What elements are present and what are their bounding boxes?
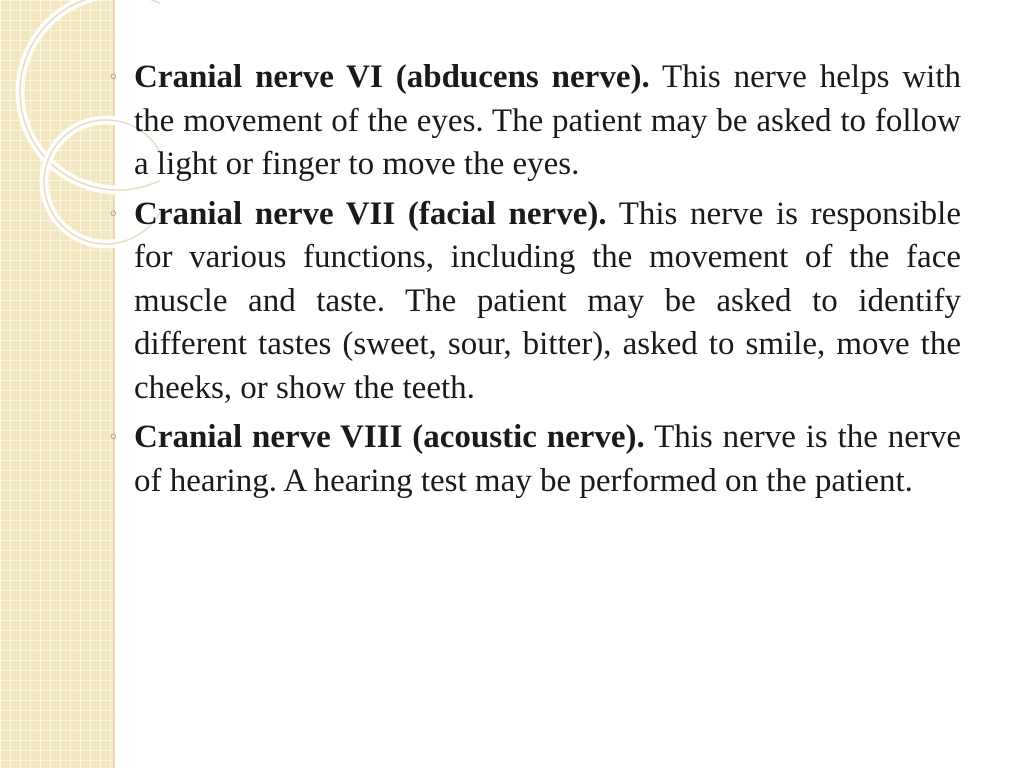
slide-content bbox=[108, 56, 962, 509]
nerve-description: This nerve helps with the movement of the eyes. The patient may be asked to follow a light or finger to move the eyes. bbox=[134, 59, 962, 182]
nerve-description: This nerve is the nerve of hearing. A hearing test may be performed on the patient. bbox=[134, 419, 962, 499]
nerve-term: Cranial nerve VIII (acoustic nerve). bbox=[134, 419, 645, 455]
nerve-term: Cranial nerve VI (abducens nerve). bbox=[134, 59, 650, 95]
list-item bbox=[108, 193, 961, 411]
circle-bullet-icon: ◦ bbox=[108, 67, 119, 88]
list-item bbox=[108, 56, 962, 187]
circle-bullet-icon: ◦ bbox=[108, 427, 119, 448]
list-item bbox=[108, 416, 962, 503]
nerve-term: Cranial nerve VII (facial nerve). bbox=[134, 195, 607, 232]
nerve-description: This nerve is responsible for various functions, including the movement of the face muscle and taste. The patient may be asked to identify different tastes (sweet, sour, bitter), asked to smile, move the cheeks, or show the teeth. bbox=[134, 195, 961, 406]
bullet-list bbox=[108, 56, 962, 503]
circle-bullet-icon: ◦ bbox=[108, 203, 119, 225]
